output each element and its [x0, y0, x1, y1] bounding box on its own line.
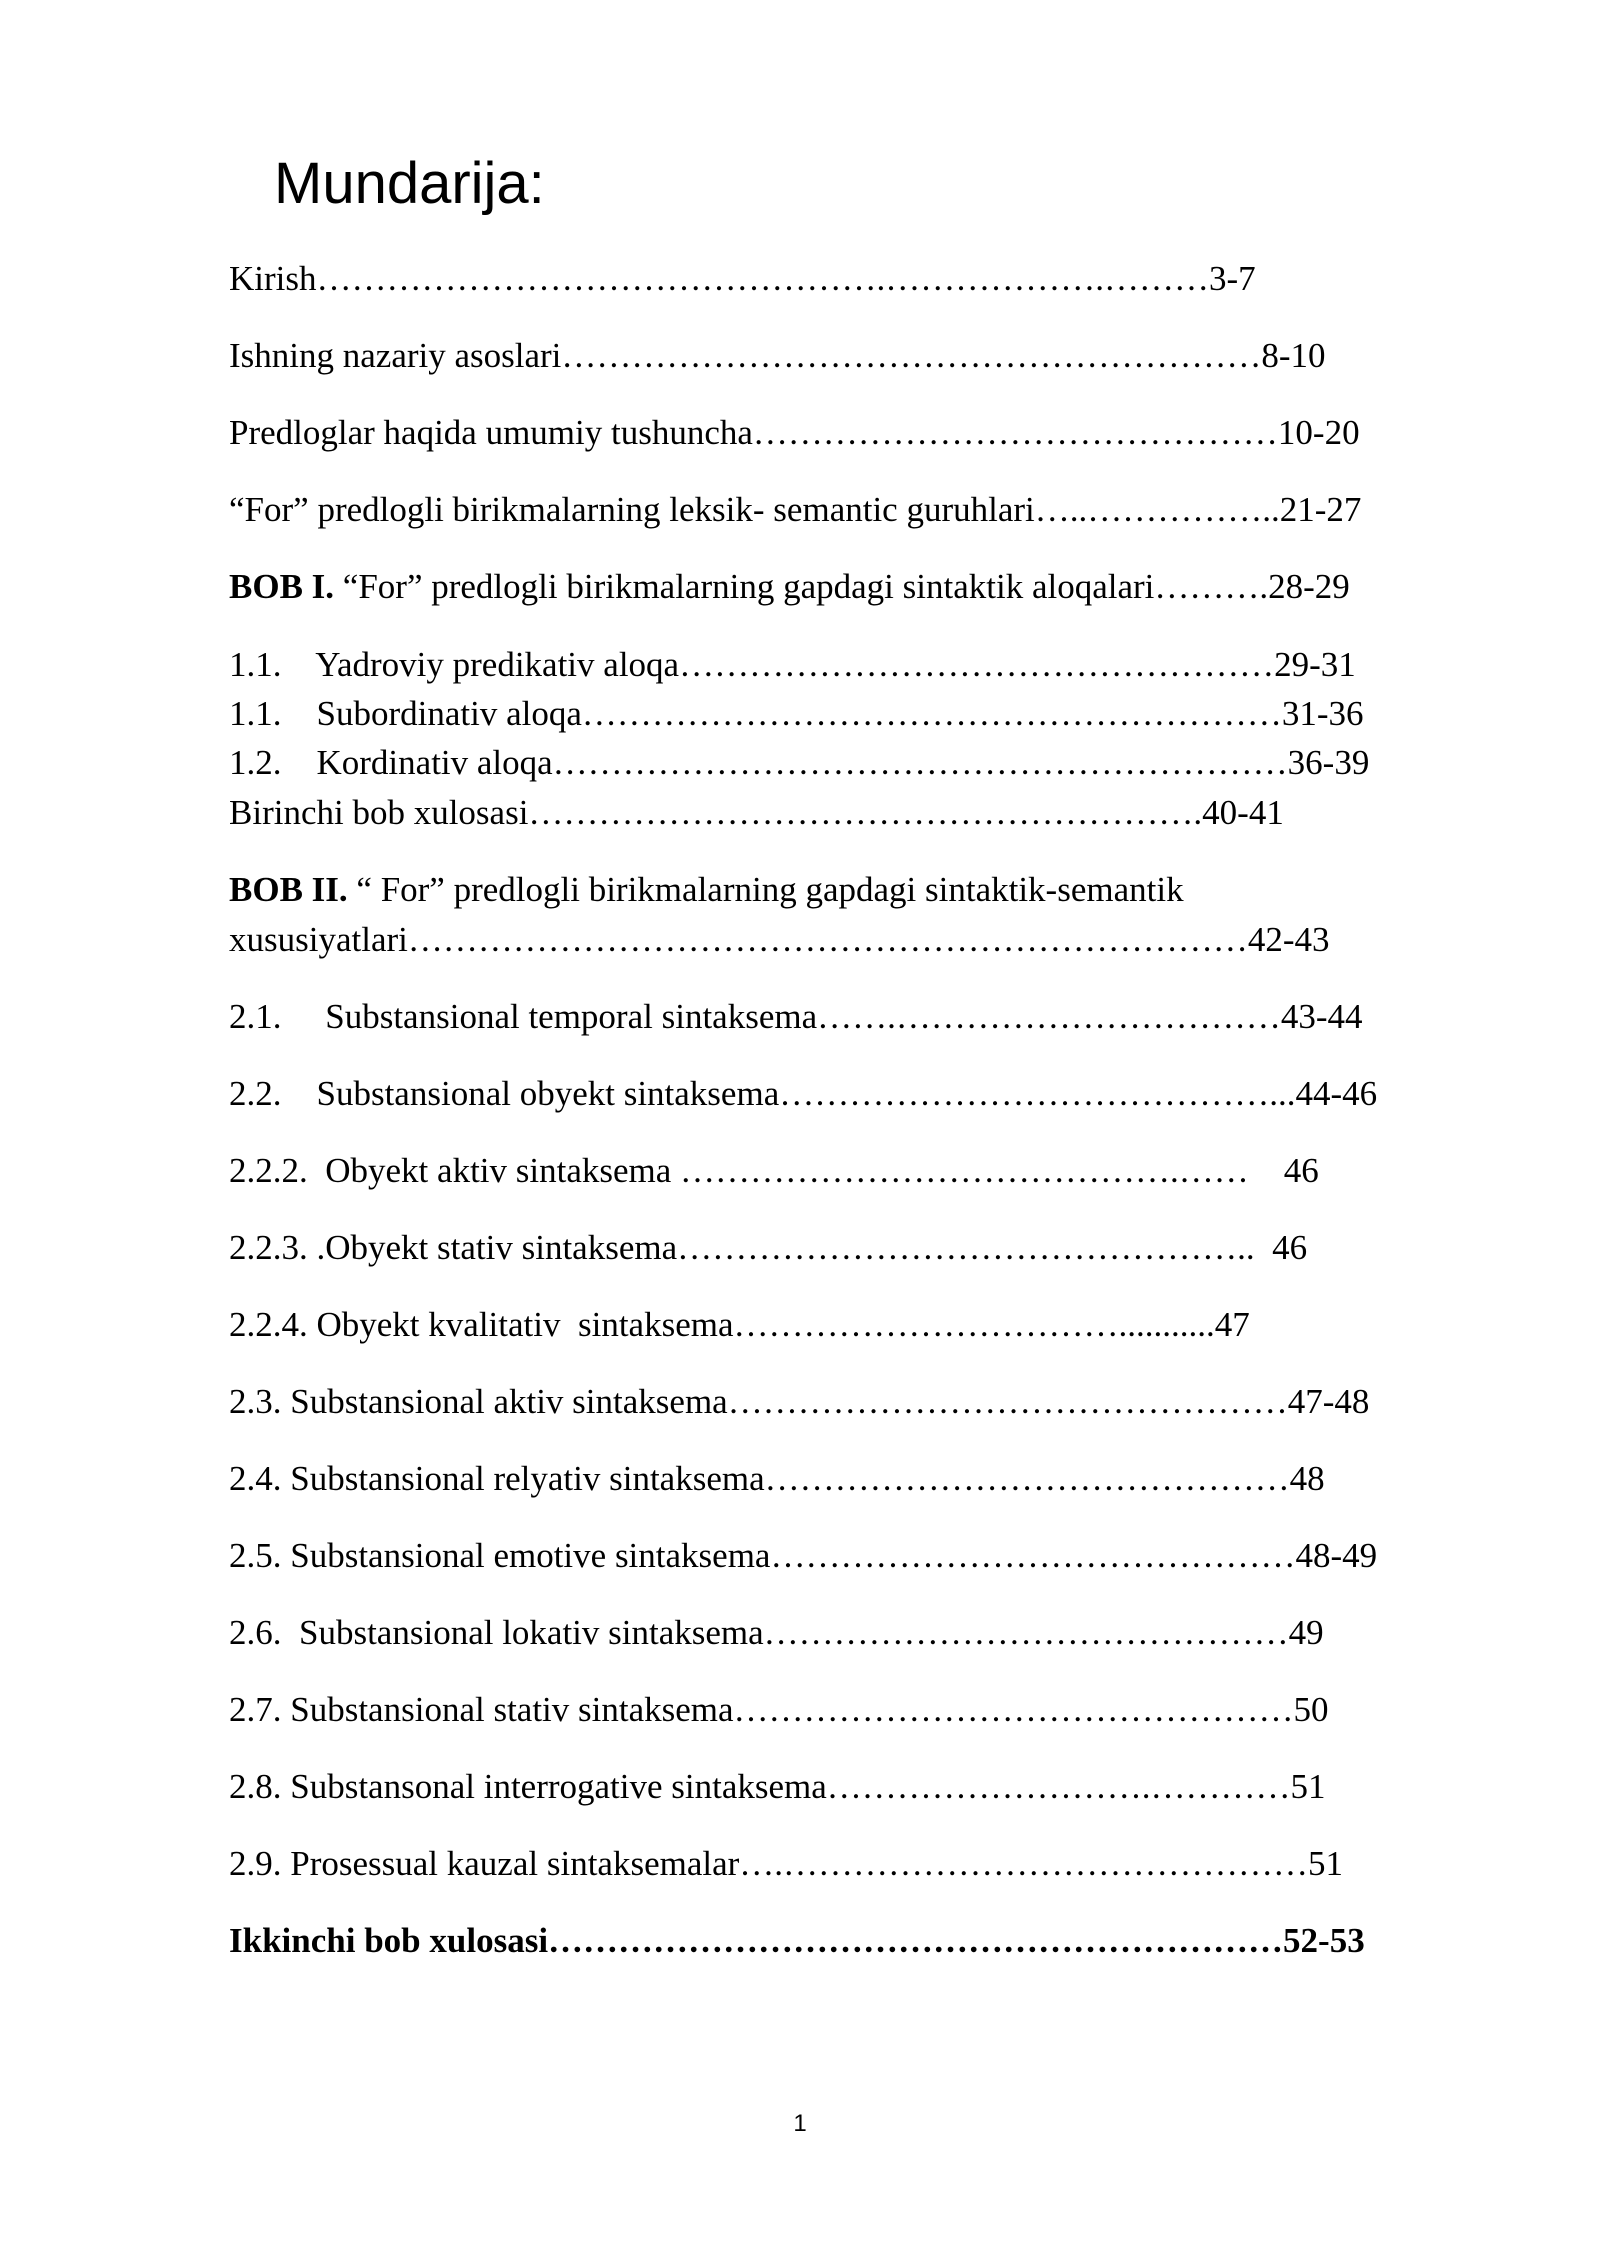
toc-entry: 2.2. Substansional obyekt sintaksema……………………………………...44-46	[229, 1074, 1378, 1113]
toc-entry: 1.1. Yadroviy predikativ aloqa……………………………………………29-31	[229, 645, 1356, 684]
toc-entry: Predloglar haqida umumiy tushuncha………………………………………10-20	[229, 413, 1360, 452]
toc-entry: 1.1. Subordinativ aloqa……………………………………………………31-36	[229, 694, 1364, 733]
toc-heading: Mundarija:	[274, 151, 545, 216]
toc-entry: 2.9. Prosessual kauzal sintaksemalar….………………………………………51	[229, 1844, 1344, 1883]
toc-entry: 2.7. Substansional stativ sintaksema…………………………………………50	[229, 1690, 1329, 1729]
page-number: 1	[793, 2110, 807, 2137]
toc-entry: 2.6. Substansional lokativ sintaksema………………………………………49	[229, 1613, 1324, 1652]
toc-entry: 2.2.2. Obyekt aktiv sintaksema …………………………………….…… 46	[229, 1151, 1319, 1190]
toc-entry: Birinchi bob xulosasi………………………………………………….40-41	[229, 793, 1284, 832]
toc-entry: 1.2. Kordinativ aloqa………………………………………………………36-39	[229, 743, 1370, 782]
toc-entry: BOB I. “For” predlogli birikmalarning gapdagi sintaktik aloqalari……….28-29	[229, 567, 1350, 606]
toc-entry: xususiyatlari………………………………………………………………42-43	[229, 920, 1330, 959]
toc-entry: Kirish………………………………………….……………….………3-7	[229, 259, 1256, 298]
toc-entry: 2.2.3. .Obyekt stativ sintaksema………………………………………….. 46	[229, 1228, 1308, 1267]
toc-entry: 2.5. Substansional emotive sintaksema………………………………………48-49	[229, 1536, 1378, 1575]
toc-entry: “For” predlogli birikmalarning leksik- semantic guruhlari…..……………..21-27	[229, 490, 1362, 529]
toc-entry: 2.4. Substansional relyativ sintaksema………………………………………48	[229, 1459, 1325, 1498]
toc-entry: 2.3. Substansional aktiv sintaksema…………………………………………47-48	[229, 1382, 1370, 1421]
toc-entry: BOB II. “ For” predlogli birikmalarning gapdagi sintaktik-semantik	[229, 870, 1184, 909]
toc-entry: Ikkinchi bob xulosasi………………………………………………………52-53	[229, 1921, 1365, 1960]
toc-entry: 2.8. Substansonal interrogative sintaksema……………………….…………51	[229, 1767, 1326, 1806]
toc-entry: Ishning nazariy asoslari……………………………………………………8-10	[229, 336, 1326, 375]
toc-entry: 2.2.4. Obyekt kvalitativ sintaksema……………………………...........47	[229, 1305, 1250, 1344]
toc-entry: 2.1. Substansional temporal sintaksema…….……………………………43-44	[229, 997, 1363, 1036]
